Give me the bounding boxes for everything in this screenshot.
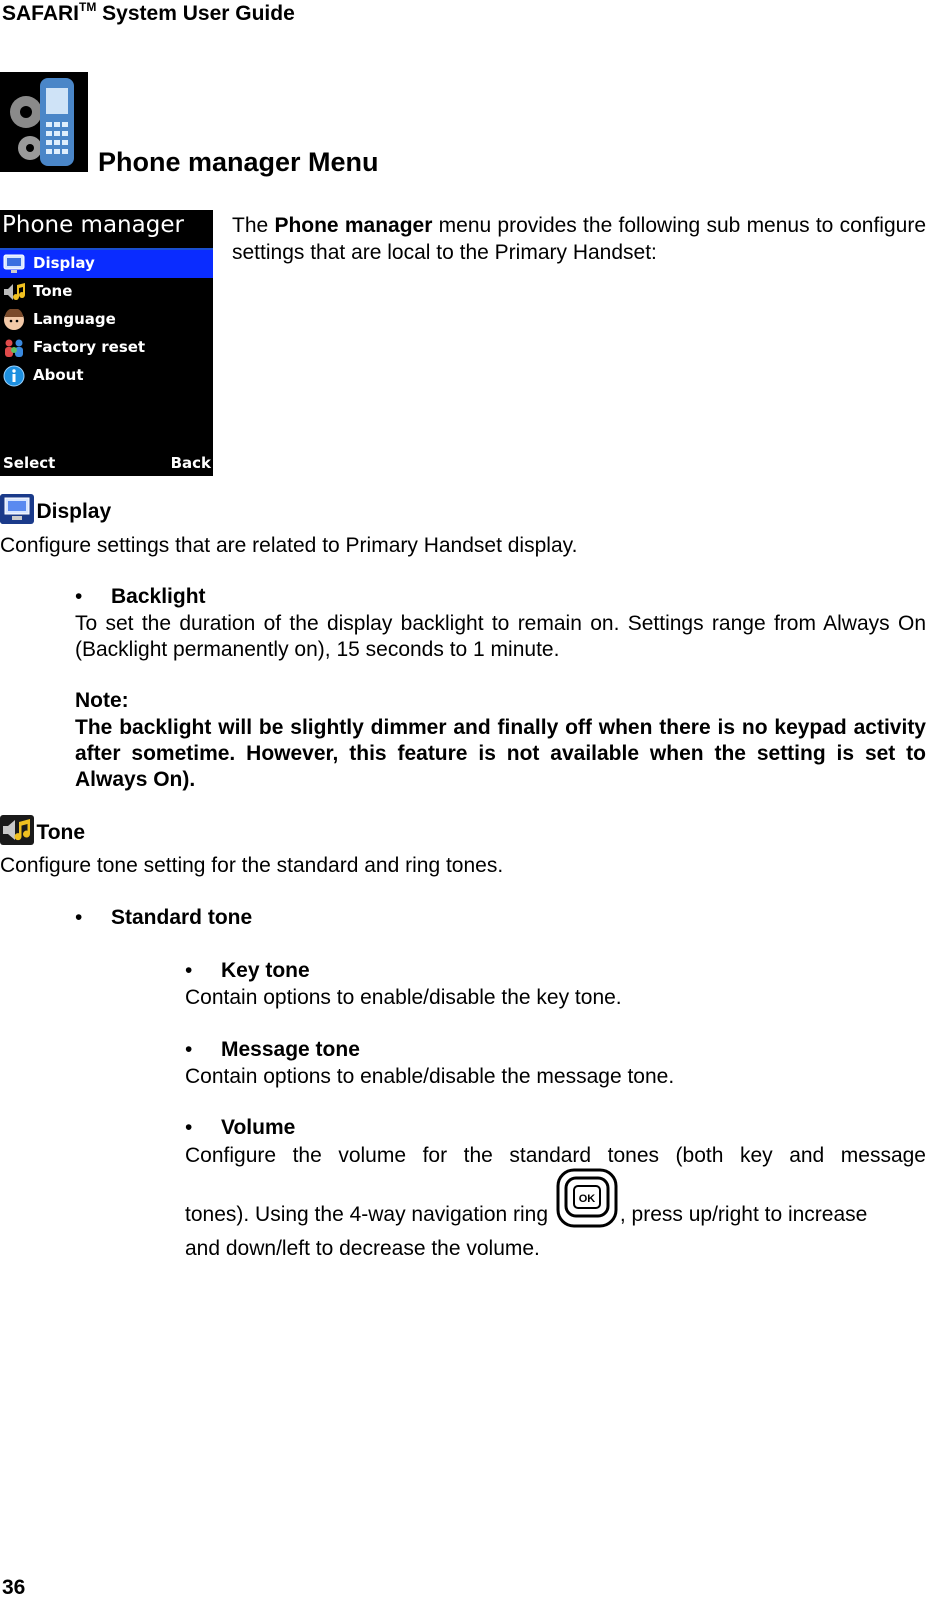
page-number: 36 [2, 1576, 26, 1599]
volume-description-line-2 [185, 1168, 926, 1228]
menu-item-label: Tone [33, 282, 73, 300]
standard-tone-bullet [75, 906, 252, 930]
volume-description-line-3: and down/left to decrease the volume. [185, 1237, 540, 1260]
intro-text-pre: The [232, 214, 275, 237]
message-tone-bullet [185, 1038, 360, 1062]
bullet-marker: • [75, 906, 83, 929]
speaker-note-icon [0, 815, 32, 845]
menu-item-label: Display [33, 254, 95, 272]
brand-name: SAFARI [2, 2, 80, 25]
menu-item-label: About [33, 366, 84, 384]
page-title: Phone manager Menu [98, 147, 379, 177]
menu-item-display[interactable] [0, 250, 213, 278]
softkey-back[interactable]: Back [170, 454, 211, 472]
menu-item-label: Factory reset [33, 338, 146, 356]
volume-text-post: , press up/right to increase [619, 1203, 868, 1226]
volume-description-line-1: Configure the volume for the standard tones (both key and message [185, 1144, 926, 1167]
monitor-icon [0, 494, 32, 524]
ok-key-label: OK [578, 1193, 596, 1205]
tone-section-heading [0, 815, 85, 845]
key-tone-description: Contain options to enable/disable the key tone. [185, 986, 622, 1009]
bullet-marker: • [185, 1116, 193, 1139]
bullet-marker: • [185, 1038, 193, 1061]
menu-item-language[interactable] [0, 306, 213, 334]
people-icon [3, 337, 25, 359]
menu-item-label: Language [33, 310, 116, 328]
document-header [2, 2, 295, 26]
standard-tone-title: Standard tone [111, 906, 253, 929]
backlight-bullet [75, 585, 206, 609]
display-section-description: Configure settings that are related to Primary Handset display. [0, 534, 578, 557]
key-tone-bullet [185, 959, 310, 983]
backlight-title: Backlight [111, 585, 206, 608]
volume-title: Volume [221, 1116, 296, 1139]
intro-text-bold: Phone manager [274, 214, 433, 237]
face-icon [3, 309, 25, 331]
bullet-marker: • [185, 959, 193, 982]
intro-paragraph [232, 212, 926, 266]
message-tone-description: Contain options to enable/disable the message tone. [185, 1065, 675, 1088]
speaker-note-icon [3, 281, 25, 303]
guide-title: System User Guide [96, 2, 295, 25]
tone-section-title: Tone [36, 821, 86, 844]
screen-title: Phone manager [2, 212, 184, 238]
intro-text-post: menu provides the following sub menus to configure settings that are local to the Primary Handset: [232, 214, 926, 264]
ok-navigation-key-icon [556, 1168, 618, 1228]
tone-section-description: Configure tone setting for the standard and ring tones. [0, 854, 504, 877]
note-body: The backlight will be slightly dimmer and finally off when there is no keypad activity after sometime. However, this feature is not available when the setting is set to Always On). [75, 716, 926, 791]
volume-text-pre: tones). Using the 4-way navigation ring [185, 1203, 554, 1226]
menu-item-factory-reset[interactable] [0, 334, 213, 362]
phone-manager-screen [0, 210, 213, 476]
monitor-icon [3, 253, 25, 275]
backlight-description: To set the duration of the display backlight to remain on. Settings range from Always On (Backlight permanently on), 15 seconds to 1 minute. [75, 612, 926, 661]
softkey-select[interactable]: Select [3, 454, 56, 472]
trademark-mark: TM [79, 0, 97, 14]
note-title: Note: [75, 689, 129, 712]
display-section-heading [0, 494, 111, 524]
volume-bullet [185, 1116, 295, 1140]
message-tone-title: Message tone [221, 1038, 360, 1061]
info-icon [3, 365, 25, 387]
bullet-marker: • [75, 585, 83, 608]
menu-item-about[interactable] [0, 362, 213, 390]
key-tone-title: Key tone [221, 959, 310, 982]
phone-gear-icon [0, 72, 88, 172]
display-section-title: Display [36, 500, 112, 523]
menu-item-tone[interactable] [0, 278, 213, 306]
